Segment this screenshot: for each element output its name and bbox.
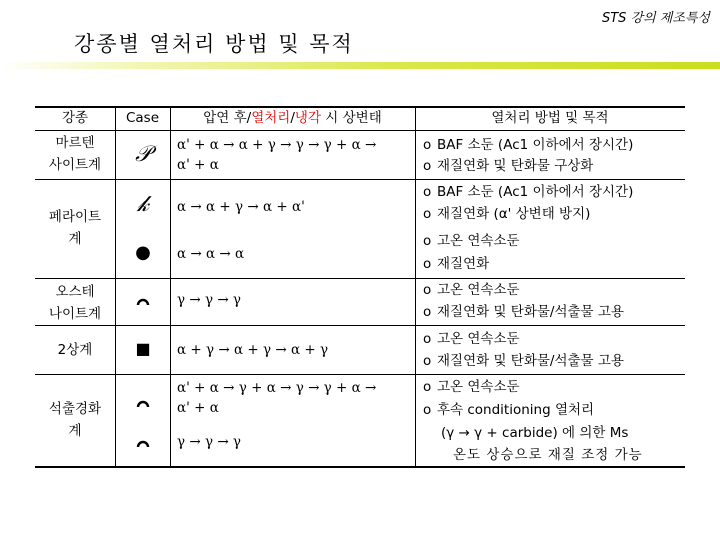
group-divider bbox=[35, 325, 685, 326]
bullet-icon: o bbox=[423, 304, 432, 320]
group-austenite: 오스테 나이트계 bbox=[48, 284, 102, 322]
bullet-icon: o bbox=[423, 402, 432, 418]
bullet-icon: o bbox=[423, 233, 432, 249]
header-phase-prefix: 압연 후/ bbox=[203, 110, 252, 126]
purpose-text: 재질연화 및 탄화물 구상화 bbox=[437, 158, 594, 174]
transformation-row-6-line-1: α' + α → γ + α → γ → γ + α → bbox=[177, 380, 377, 396]
purpose-text: 고온 연속소둔 bbox=[437, 379, 520, 395]
purpose-text: 재질연화 bbox=[437, 256, 490, 272]
purpose-row-3-line-1 bbox=[423, 230, 520, 252]
transformation-row-5: α + γ → α + γ → α + γ bbox=[177, 342, 329, 358]
bullet-icon: o bbox=[423, 331, 432, 347]
purpose-text: 재질연화 및 탄화물/석출물 고용 bbox=[437, 304, 624, 320]
group-martensite: 마르텐 사이트계 bbox=[48, 135, 102, 173]
group-divider bbox=[35, 278, 685, 279]
purpose-text: BAF 소둔 (Ac1 이하에서 장시간) bbox=[437, 184, 634, 200]
purpose-row-2-line-1 bbox=[423, 181, 633, 203]
case-symbol-script-p-icon: 𝒫 bbox=[135, 142, 151, 167]
group-duplex: 2상계 bbox=[57, 342, 93, 358]
group-precipitation-hardening: 석출경화 계 bbox=[48, 401, 102, 439]
purpose-text: 후속 conditioning 열처리 bbox=[437, 402, 595, 418]
transformation-row-2: α → α + γ → α + α' bbox=[177, 199, 305, 215]
bullet-icon: o bbox=[423, 379, 432, 395]
purpose-row-3-line-2 bbox=[423, 253, 489, 275]
purpose-row-6-line-2 bbox=[423, 399, 594, 421]
column-divider bbox=[115, 106, 116, 468]
purpose-row-6-line-3: (γ → γ + carbide) 에 의한 Ms bbox=[441, 425, 629, 441]
header-phase-cool: 냉각 bbox=[294, 110, 321, 126]
header-phase-transformation bbox=[170, 107, 415, 129]
slide-title: 강종별 열처리 방법 및 목적 bbox=[74, 32, 354, 56]
transformation-row-1-line-2: α' + α bbox=[177, 157, 219, 173]
purpose-text: 고온 연속소둔 bbox=[437, 331, 520, 347]
column-divider bbox=[170, 106, 171, 468]
case-symbol-open-circle-icon bbox=[123, 433, 163, 455]
case-symbol-square-icon: ■ bbox=[135, 339, 151, 358]
purpose-row-5-line-2 bbox=[423, 350, 624, 372]
purpose-row-4-line-2 bbox=[423, 301, 624, 323]
case-symbol-open-circle-icon bbox=[123, 291, 163, 313]
bullet-icon: o bbox=[423, 206, 432, 222]
header-course-label: STS 강의 제조특성 bbox=[601, 11, 710, 26]
transformation-row-3: α → α → α bbox=[177, 246, 245, 262]
group-divider bbox=[35, 374, 685, 375]
case-symbol-filled-circle-icon: ● bbox=[135, 242, 151, 263]
bullet-icon: o bbox=[423, 137, 432, 153]
title-underline-bar bbox=[0, 62, 720, 69]
bullet-icon: o bbox=[423, 282, 432, 298]
header-case: Case bbox=[125, 110, 160, 126]
purpose-text: 고온 연속소둔 bbox=[437, 282, 520, 298]
purpose-row-2-line-2 bbox=[423, 203, 590, 225]
header-phase-separator: / bbox=[290, 110, 295, 126]
purpose-text: 고온 연속소둔 bbox=[437, 233, 520, 249]
purpose-row-6-line-4: 온도 상승으로 재질 조정 가능 bbox=[453, 447, 643, 463]
bullet-icon: o bbox=[423, 256, 432, 272]
purpose-row-1-line-2 bbox=[423, 155, 593, 177]
transformation-row-1-line-1: α' + α → α + γ → γ → γ + α → bbox=[177, 137, 377, 153]
bullet-icon: o bbox=[423, 353, 432, 369]
transformation-row-7: γ → γ → γ bbox=[177, 434, 241, 450]
purpose-row-1-line-1 bbox=[423, 134, 633, 156]
purpose-row-5-line-1 bbox=[423, 328, 520, 350]
case-symbol-open-circle-icon bbox=[123, 393, 163, 415]
header-phase-heat: 열처리 bbox=[251, 110, 291, 126]
table-border-bottom bbox=[35, 466, 685, 468]
group-divider bbox=[35, 179, 685, 180]
purpose-text: 재질연화 (α' 상변태 방지) bbox=[437, 206, 591, 222]
purpose-row-4-line-1 bbox=[423, 279, 520, 301]
bullet-icon: o bbox=[423, 184, 432, 200]
transformation-row-6-line-2: α' + α bbox=[177, 400, 219, 416]
heat-treatment-table bbox=[35, 106, 685, 468]
case-symbol-script-k-icon: 𝓀 bbox=[137, 192, 149, 217]
column-divider bbox=[415, 106, 416, 468]
header-steel-type: 강종 bbox=[61, 110, 89, 126]
purpose-row-6-line-1 bbox=[423, 376, 520, 398]
purpose-text: BAF 소둔 (Ac1 이하에서 장시간) bbox=[437, 137, 634, 153]
group-ferrite: 페라이트 계 bbox=[48, 209, 102, 247]
header-divider bbox=[35, 130, 685, 131]
purpose-text: 재질연화 및 탄화물/석출물 고용 bbox=[437, 353, 624, 369]
header-phase-suffix: 시 상변태 bbox=[321, 110, 382, 126]
bullet-icon: o bbox=[423, 158, 432, 174]
transformation-row-4: γ → γ → γ bbox=[177, 292, 241, 308]
header-purpose: 열처리 방법 및 목적 bbox=[491, 110, 609, 126]
